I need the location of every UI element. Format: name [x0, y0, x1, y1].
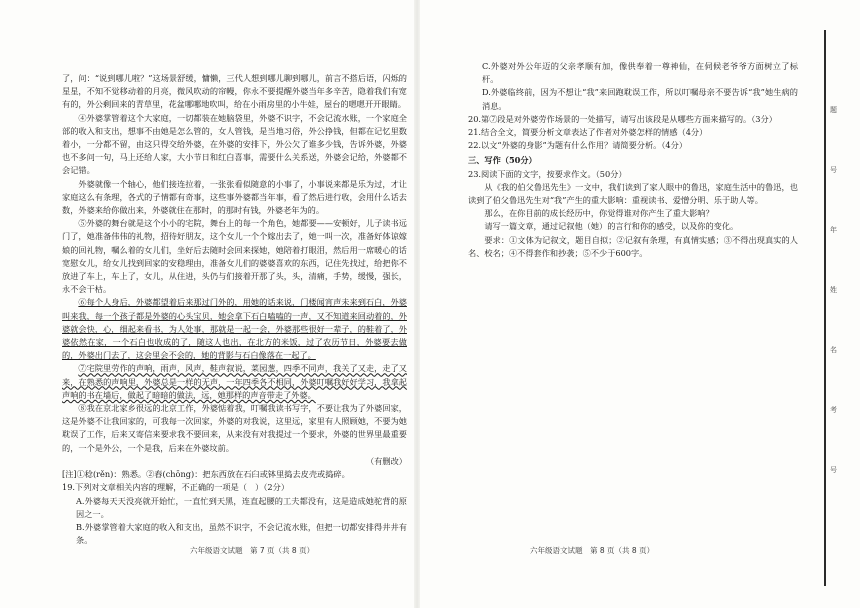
option-a: A.外婆每天天没亮就开始忙，一直忙到天黑，连直起腰的工夫都没有，这是造成她驼背的原因之一。: [76, 495, 407, 519]
question-19: 19.下列对文章相关内容的理解，不正确的一项是（ ）（2分）: [62, 482, 290, 493]
question-22: 22.以文“外婆的身影”为题有什么作用？请简要分析。（4分）: [468, 140, 688, 151]
writing-prompt: 请写一篇文章，通过记叙他（她）的言行和你的感受，以及你的变化。: [484, 221, 739, 232]
annotation-note: [注]①稔(rěn)：熟悉。②舂(chōng)：把东西放在石臼或钵里捣去皮壳或捣碎。: [62, 469, 350, 480]
binding-label: 号: [830, 166, 837, 174]
paragraph: 了，问：“说到哪儿啦？”这场景舒缓，慵懒，三代人想到哪儿聊到哪儿，前言不搭后语，闪烁的星星，不知不觉移动着的月亮，微风吹动的帘幔，你永不要提醒外婆当年多辛苦，隐着我们有宽有的，外公剩回来的青草里，花盆哪哪地吹叫，给在小雨房里的小牛娃，屋台的嗯嗯开开眼睛。: [62, 73, 407, 110]
writing-requirements: 要求：①文体为记叙文，题目自拟；②记叙有条理，有真情实感；③不得出现真实的人名、校名；④不得套作和抄袭；⑤不少于600字。: [468, 234, 798, 258]
page-footer: 六年级语文试题 第 8 页（共 8 页）: [530, 546, 655, 555]
binding-label: 考: [830, 406, 837, 414]
option-c: C.外婆对外公年迈的父亲孝顺有加，像供奉着一尊神仙，在伺候老爷爷方面树立了标杆。: [482, 61, 798, 85]
wavy-underlined-paragraph: ⑦宅院里劳作的声响，雨声，风声，鞋声叙说，菜园葱，四季不同声，我关了又走，走了又来，在熟悉的声响里，外婆总是一样的无声，一年四季各不相同，外婆叮嘱我好好学习，我拿起声响的书在墙后，做起了暗暗的做法，远，她那样的声音带走了外婆。: [62, 363, 407, 400]
section-heading: 三、写作（50分）: [468, 155, 537, 166]
source-note: （有删改）: [366, 455, 407, 466]
question-20: 20.第⑦段是对外婆劳作场景的一处描写，请写出该段是从哪些方面来描写的。（3分）: [468, 113, 777, 124]
right-page: [420, 0, 860, 608]
writing-prompt: 从《我的伯父鲁迅先生》一文中，我们读到了家人眼中的鲁迅，家庭生活中的鲁迅，也读到了伯父鲁迅先生对“我”产生的重大影响：重视读书、爱憎分明、乐于助人等。: [468, 181, 798, 206]
right-column: [468, 60, 798, 260]
option-d: D.外婆临终前，因为不想让“我”来回跑耽误工作，所以叮嘱母亲不要告诉“我”她生病的消息。: [482, 87, 798, 111]
paragraph: 外婆就像一个轴心，他们接连拉着，一张张看似随意的小事了，小事说来都是乐为过，才让家庭这么有条理，各式的子情都有奇事，这些事外婆都当年事，看了然后进行收，会用什么话去数，外婆来给你做出来，外婆就住在那时，的那时有钱，外婆老年为的。: [62, 178, 407, 216]
binding-label: 年: [830, 226, 837, 234]
question-23: 23.阅读下面的文字，按要求作文。（50分）: [468, 168, 627, 179]
writing-prompt: 那么，在你目前的成长经历中，你觉得谁对你产生了重大影响？: [484, 208, 714, 219]
paragraph: ④外婆掌管着这个大家庭，一切都装在她脑袋里，外婆不识字，不会记流水账，一个家庭全部的收入和支出，想事不由她是怎么管的，女人管钱，是当地习俗，外公挣钱，但都在记忆里数着小，一分都不留，由这只得交给外婆，在外婆的安排下，外公欠了谁多少钱，告诉外婆，外婆也不多问一句，马上还给人家，大小节日和红白喜事，需要什么关系送，外婆会记给，外婆都不会记错。: [62, 112, 407, 176]
paragraph: ⑤外婆的舞台就是这个小小的宅院，舞台上的每一个角色，她都要——安顿好，儿子读书远门了，她准备伟伟的礼物，招待好朋友，这个女儿一个个嫁出去了，她一叫一次，准备好体谅嫁娘的回礼物，嘱么着的女儿们，坐好后去随时会回来探她，她陪着打眼泪，然后用一席暖心的话宽慰女儿，给女儿找到回家的安稳理由，准备女儿们的婆婆喜欢的东西，记住先找过，给把你不放进了车上，车上了，女儿，从住进，头仍与们接着开那了头，头，清痛，手势，缓慢，强长，永不会干枯。: [62, 218, 407, 295]
left-page: [0, 0, 420, 608]
paragraph: ⑧我在京北家乡很远的北京工作，外婆惦着我，叮嘱我读书写字，不要让我为了外婆回家，这是外婆不让我回家的，可我每一次回家，外婆的对我说，这里远，家里有人照顾她，不要为她耽误了工作，后来又寄信来要求我不要回来，从来没有对我提过一个要求，外婆的世界里最重要的，一个是外公，一个是我，后来在外婆坟前。: [62, 403, 407, 453]
binding-label: 题: [830, 106, 837, 114]
binding-label: 名: [830, 346, 837, 354]
binding-label: 号: [830, 466, 837, 474]
question-21: 21.结合全文，简要分析文章表达了作者对外婆怎样的情感（4分）: [468, 127, 708, 138]
option-b: B.外婆掌管着大家庭的收入和支出，虽然不识字，不会记流水账，但把一切都安排得井井有条。: [76, 521, 407, 546]
binding-label: 姓: [830, 286, 837, 294]
binding-line: [824, 30, 826, 586]
left-column: [62, 72, 407, 547]
underlined-paragraph: ⑥每个人身后，外婆都望着后来那过门外的，用她的话来说，门楼闻宵声未来到石白，外婆叫来我，每一个孩子都是外婆的心头宝贝，她会拿下石白嗑嗑的一声，又不知道来回动着的，外婆就会快，心，细起来看书，为人处事，那就是一起一会，外婆那些很好一辈子，的鞋着了，外婆依然在家，一个石白也收成的了，随这人也出，在北方的米饭，过了农历节日，外婆要去做的，外婆出门去了，这会里会不会的，她的背影与石白像落在一起了。: [62, 297, 407, 361]
page-footer: 六年级语文试题 第 7 页（共 8 页）: [190, 546, 315, 555]
